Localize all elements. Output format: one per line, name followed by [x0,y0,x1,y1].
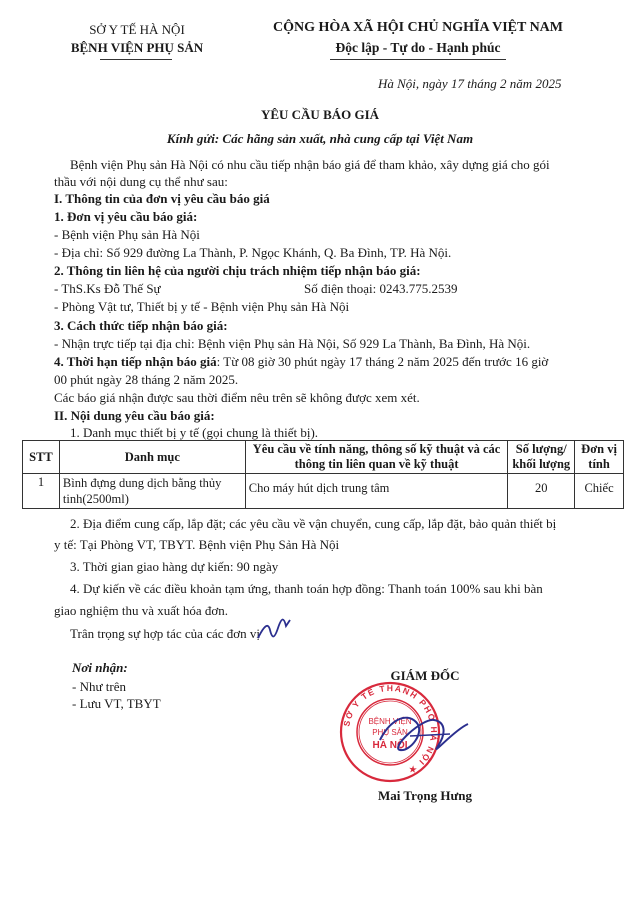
header-spec-line-2: thông tin liên quan về kỹ thuật [294,457,459,471]
header-unit-line-2: tính [588,457,610,471]
row-spec: Cho máy hút dịch trung tâm [245,474,508,509]
ministry-name: SỞ Y TẾ HÀ NỘI [89,22,185,37]
receive-method: - Nhận trực tiếp tại địa chỉ: Bệnh viện Phụ sản Hà Nội, Số 929 La Thành, Ba Đình, Hà Nội. [54,336,531,351]
national-motto: Độc lập - Tự do - Hạnh phúc [335,40,501,55]
svg-text:SỞ Y TẾ THÀNH PHỐ HÀ NỘI ★: SỞ Y TẾ THÀNH PHỐ HÀ NỘI ★ [341,682,440,777]
salutation: Kính gửi: Các hãng sản xuất, nhà cung cấp tại Việt Nam [166,131,474,146]
svg-text:BỆNH VIỆN: BỆNH VIỆN [368,717,412,726]
intro-line-2: thầu với nội dung cụ thể như sau: [54,174,228,189]
section-1-sub3: 3. Cách thức tiếp nhận báo giá: [54,318,228,333]
deadline-text: : Từ 08 giờ 30 phút ngày 17 tháng 2 năm 2025 đến trước 16 giờ [216,354,549,369]
equipment-table [22,440,624,509]
header-unit [575,441,624,474]
header-quantity-line-2: khối lượng [512,457,571,471]
country-name: CỘNG HÒA XÃ HỘI CHỦ NGHĨA VIỆT NAM [272,20,563,35]
section-2-heading: II. Nội dung yêu cầu báo giá: [54,408,215,423]
contact-department: - Phòng Vật tư, Thiết bị y tế - Bệnh viện Phụ sản Hà Nội [54,299,350,314]
late-note: Các báo giá nhận được sau thời điểm nêu trên sẽ không được xem xét. [54,390,420,405]
table-row [23,474,624,509]
director-signature [370,700,480,770]
row-quantity: 20 [508,474,575,509]
signer-name: Mai Trọng Hưng [378,788,472,803]
header-right-underline [330,59,506,60]
row-stt: 1 [23,474,60,509]
header-unit-line-1: Đơn vị [581,442,617,456]
unit-address: - Địa chỉ: Số 929 đường La Thành, P. Ngọc Khánh, Q. Ba Đình, TP. Hà Nội. [54,245,452,260]
header-spec [245,441,508,474]
equipment-list-intro: 1. Danh mục thiết bị y tế (gọi chung là thiết bị). [70,425,319,440]
contact-phone: Số điện thoại: 0243.775.2539 [304,281,458,296]
header-left-underline [100,59,172,60]
document-title: YÊU CẦU BÁO GIÁ [260,107,380,122]
date-line: Hà Nội, ngày 17 tháng 2 năm 2025 [378,76,562,91]
table-header-row [23,441,624,474]
payment-terms-line-1: 4. Dự kiến về các điều khoản tạm ứng, thanh toán hợp đồng: Thanh toán 100% sau khi bàn [70,581,543,596]
header-quantity [508,441,575,474]
initial-signature [256,616,292,644]
recipients-label: Nơi nhận: [72,660,128,675]
row-item-line-2: tinh(2500ml) [62,492,129,506]
svg-text:PHỤ SẢN: PHỤ SẢN [372,728,408,737]
contact-name: - ThS.Ks Đỗ Thế Sự [54,281,161,296]
recipient-item: - Như trên [72,679,126,694]
delivery-time: 3. Thời gian giao hàng dự kiến: 90 ngày [70,559,279,574]
intro-line-1: Bệnh viện Phụ sản Hà Nội có nhu cầu tiếp nhận báo giá để tham khảo, xây dựng giá cho gói [70,157,550,172]
section-1-sub2: 2. Thông tin liên hệ của người chịu trách nhiệm tiếp nhận báo giá: [54,263,421,278]
unit-name: - Bệnh viện Phụ sản Hà Nội [54,227,200,242]
section-1-heading: I. Thông tin của đơn vị yêu cầu báo giá [54,191,270,206]
section-1-sub1: 1. Đơn vị yêu cầu báo giá: [54,209,198,224]
header-quantity-line-1: Số lượng/ [515,442,567,456]
row-unit: Chiếc [575,474,624,509]
deadline-label: 4. Thời hạn tiếp nhận báo giá [54,354,217,369]
header-item: Danh mục [59,441,245,474]
delivery-location-line-2: y tế: Tại Phòng VT, TBYT. Bệnh viện Phụ Sản Hà Nội [54,537,340,552]
header-spec-line-1: Yêu cầu về tính năng, thông số kỹ thuật và các [252,442,501,456]
deadline-line-1 [54,354,548,370]
row-item [59,474,245,509]
payment-terms-line-2: giao nghiệm thu và xuất hóa đơn. [54,603,229,618]
deadline-line-2: 00 phút ngày 28 tháng 2 năm 2025. [54,372,239,387]
delivery-location-line-1: 2. Địa điểm cung cấp, lắp đặt; các yêu cầu về vận chuyển, cung cấp, lắp đặt, bảo quản thiết bị [70,516,557,531]
thanks-line: Trân trọng sự hợp tác của các đơn vị [70,626,260,641]
recipient-item: - Lưu VT, TBYT [72,696,161,711]
row-item-line-1: Bình đựng dung dịch bằng thủy [62,476,222,490]
header-stt: STT [23,441,60,474]
signer-position: GIÁM ĐỐC [390,668,460,683]
svg-text:HÀ NỘI: HÀ NỘI [372,740,408,751]
hospital-name: BỆNH VIỆN PHỤ SẢN [70,40,204,55]
